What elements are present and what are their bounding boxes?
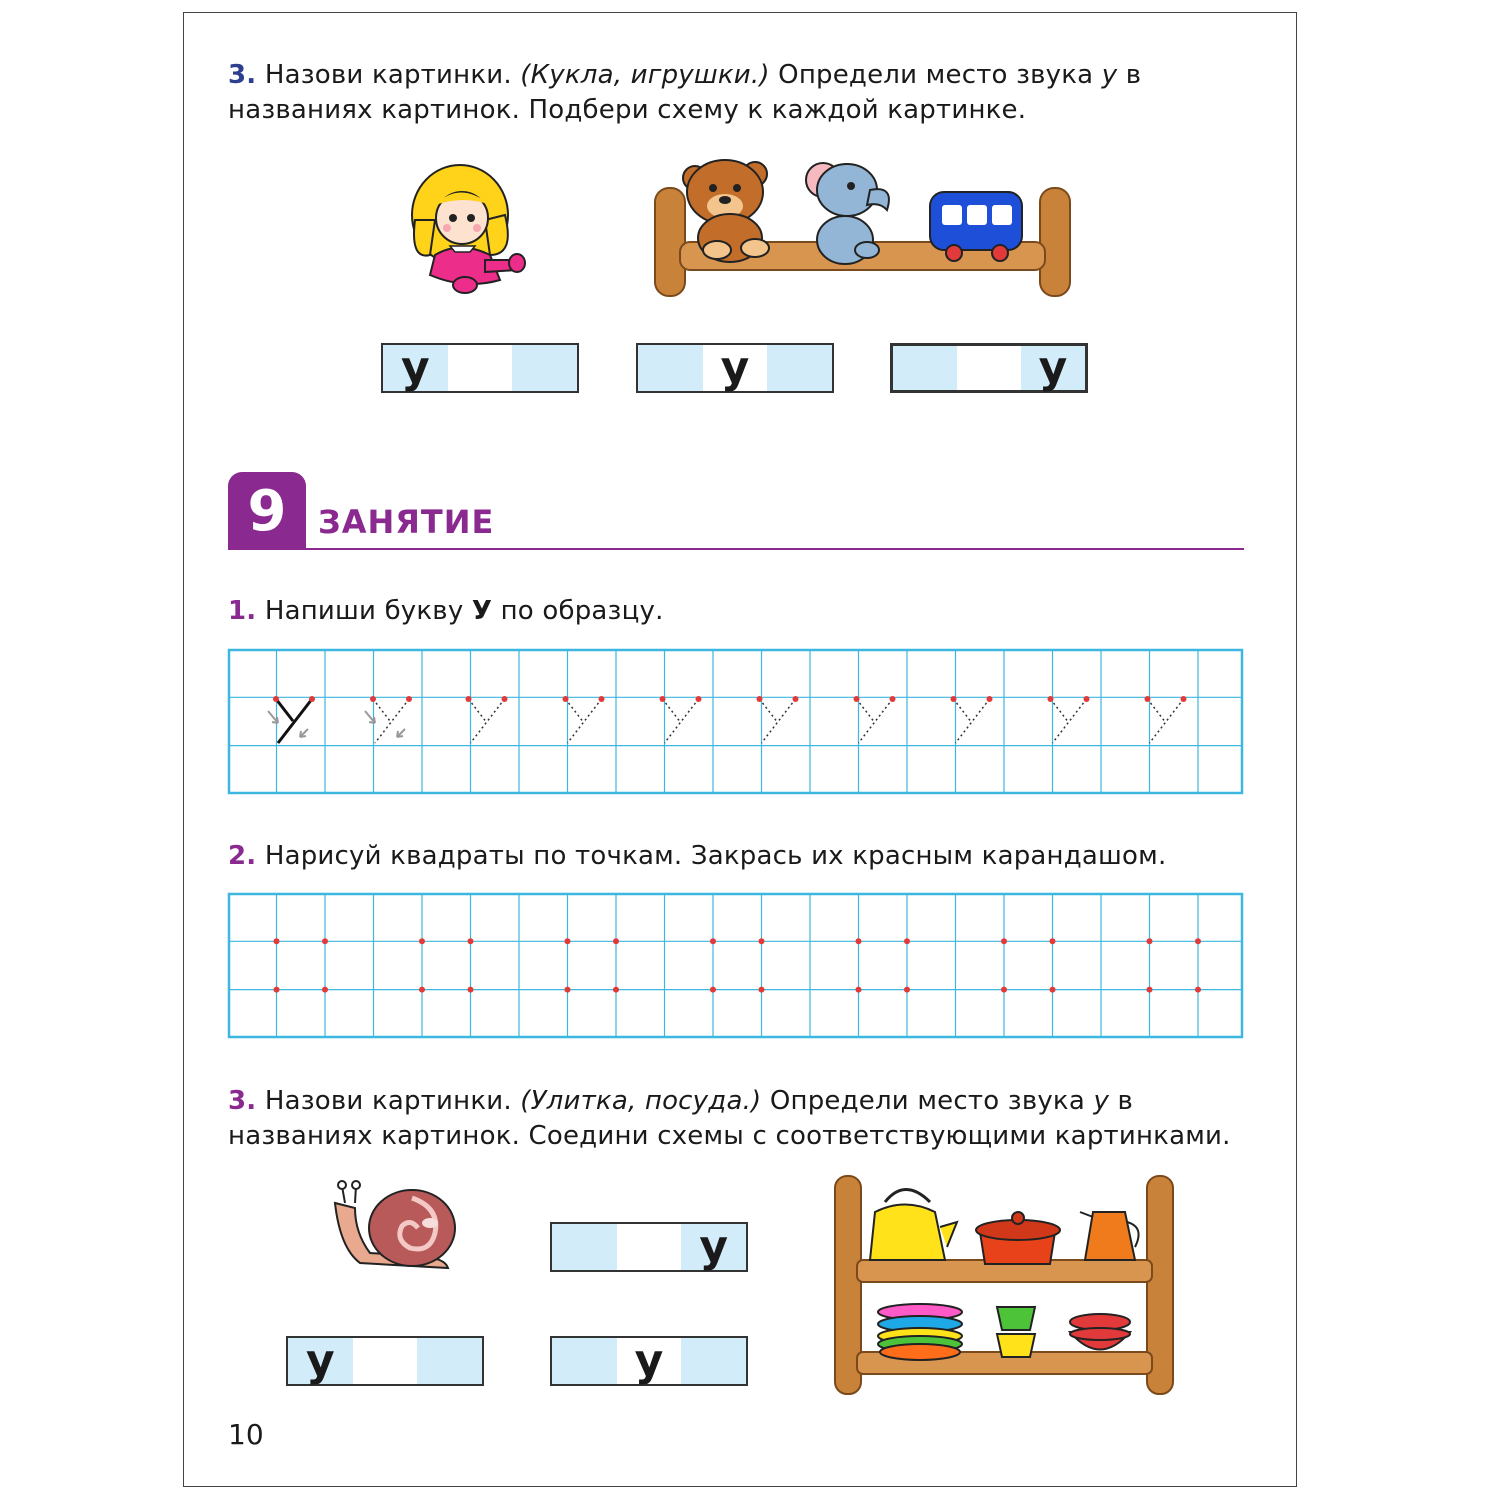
task-text: Назови картинки. <box>264 60 521 90</box>
lesson-number-badge: 9 <box>228 472 306 550</box>
scheme-cell <box>681 1338 746 1384</box>
square-dot <box>710 987 716 993</box>
square-dot <box>904 938 910 944</box>
scheme-cell <box>552 1224 617 1270</box>
scheme-cell <box>417 1338 482 1384</box>
scheme-cell <box>638 345 703 391</box>
lesson-divider <box>228 548 1244 550</box>
sound-scheme <box>550 1336 748 1386</box>
task-hint: (Кукла, игрушки.) <box>520 60 770 90</box>
sound-scheme <box>286 1336 484 1386</box>
sound-scheme <box>550 1222 748 1272</box>
task-text: Назови картинки. <box>264 1086 521 1116</box>
scheme-cell: у <box>383 345 448 391</box>
scheme-cell <box>893 346 957 390</box>
task-3-instructions <box>228 58 1248 128</box>
dish-shelf-illustration <box>835 1172 1175 1397</box>
sound-letter: у <box>1101 60 1118 90</box>
square-dot <box>565 987 571 993</box>
square-dot <box>1050 938 1056 944</box>
letter-u-trace <box>563 696 605 743</box>
square-dot <box>1147 938 1153 944</box>
square-dot <box>856 938 862 944</box>
square-dot <box>322 938 328 944</box>
square-dot <box>759 938 765 944</box>
scheme-cell <box>512 345 577 391</box>
square-dot <box>1195 987 1201 993</box>
task-1-instructions <box>228 594 1248 629</box>
letter-u-trace <box>1145 696 1187 743</box>
task-text: Нарисуй квадраты по точкам. Закрась их красным карандашом. <box>264 841 1167 871</box>
letter-u-trace <box>951 696 993 743</box>
scheme-cell: у <box>681 1224 746 1270</box>
doll-illustration <box>405 160 530 295</box>
sample-letter: У <box>471 596 493 626</box>
scheme-cell <box>617 1224 682 1270</box>
scheme-cell: у <box>703 345 768 391</box>
task-text: Определи место звука <box>769 60 1102 90</box>
letter-u-sample <box>268 696 315 743</box>
letter-u-trace <box>854 696 896 743</box>
task-text: Напиши букву <box>264 596 472 626</box>
toy-shelf-illustration <box>655 150 1075 300</box>
square-dot <box>1147 987 1153 993</box>
square-dot <box>856 987 862 993</box>
square-dot <box>1001 938 1007 944</box>
snail-illustration <box>330 1178 455 1278</box>
sound-scheme <box>381 343 579 393</box>
scheme-cell: у <box>1021 346 1085 390</box>
task-text: по образцу. <box>492 596 664 626</box>
task-text: в названиях картинок. Подбери схему к каждой картинке. <box>228 60 1142 125</box>
lesson-title: ЗАНЯТИЕ <box>318 503 495 541</box>
square-dot <box>904 987 910 993</box>
letter-u-trace <box>1048 696 1090 743</box>
square-dot <box>1050 987 1056 993</box>
square-dot <box>322 987 328 993</box>
square-drawing-grid <box>228 893 1243 1038</box>
letter-u-trace <box>466 696 508 743</box>
task-2-instructions <box>228 839 1248 874</box>
toy-bus <box>930 192 1022 261</box>
square-dot <box>468 938 474 944</box>
square-dot <box>613 938 619 944</box>
scheme-cell: у <box>617 1338 682 1384</box>
sound-scheme <box>890 343 1088 393</box>
letter-u-trace-arrows <box>365 696 412 743</box>
scheme-cell <box>767 345 832 391</box>
task-number: 3. <box>228 1086 257 1116</box>
square-dot <box>565 938 571 944</box>
square-dot <box>613 987 619 993</box>
square-dot <box>274 938 280 944</box>
task-number: 3. <box>228 60 257 90</box>
square-dot <box>1195 938 1201 944</box>
letter-u-trace <box>660 696 702 743</box>
square-dot <box>710 938 716 944</box>
square-dot <box>759 987 765 993</box>
page-number: 10 <box>228 1418 264 1451</box>
letter-writing-grid <box>228 649 1243 794</box>
square-dot <box>419 938 425 944</box>
task-number: 1. <box>228 596 257 626</box>
sound-scheme <box>636 343 834 393</box>
task-3b-instructions <box>228 1084 1248 1154</box>
scheme-cell: у <box>288 1338 353 1384</box>
task-number: 2. <box>228 841 257 871</box>
sound-letter: у <box>1093 1086 1110 1116</box>
task-hint: (Улитка, посуда.) <box>520 1086 762 1116</box>
square-dot <box>274 987 280 993</box>
square-dot <box>1001 987 1007 993</box>
scheme-cell <box>353 1338 418 1384</box>
task-text: Определи место звука <box>761 1086 1094 1116</box>
square-dot <box>468 987 474 993</box>
scheme-cell <box>552 1338 617 1384</box>
scheme-cell <box>448 345 513 391</box>
toy-elephant <box>806 163 889 264</box>
scheme-cell <box>957 346 1021 390</box>
letter-u-trace <box>757 696 799 743</box>
task-text: в названиях картинок. Соедини схемы с соответствующими картинками. <box>228 1086 1231 1151</box>
square-dot <box>419 987 425 993</box>
